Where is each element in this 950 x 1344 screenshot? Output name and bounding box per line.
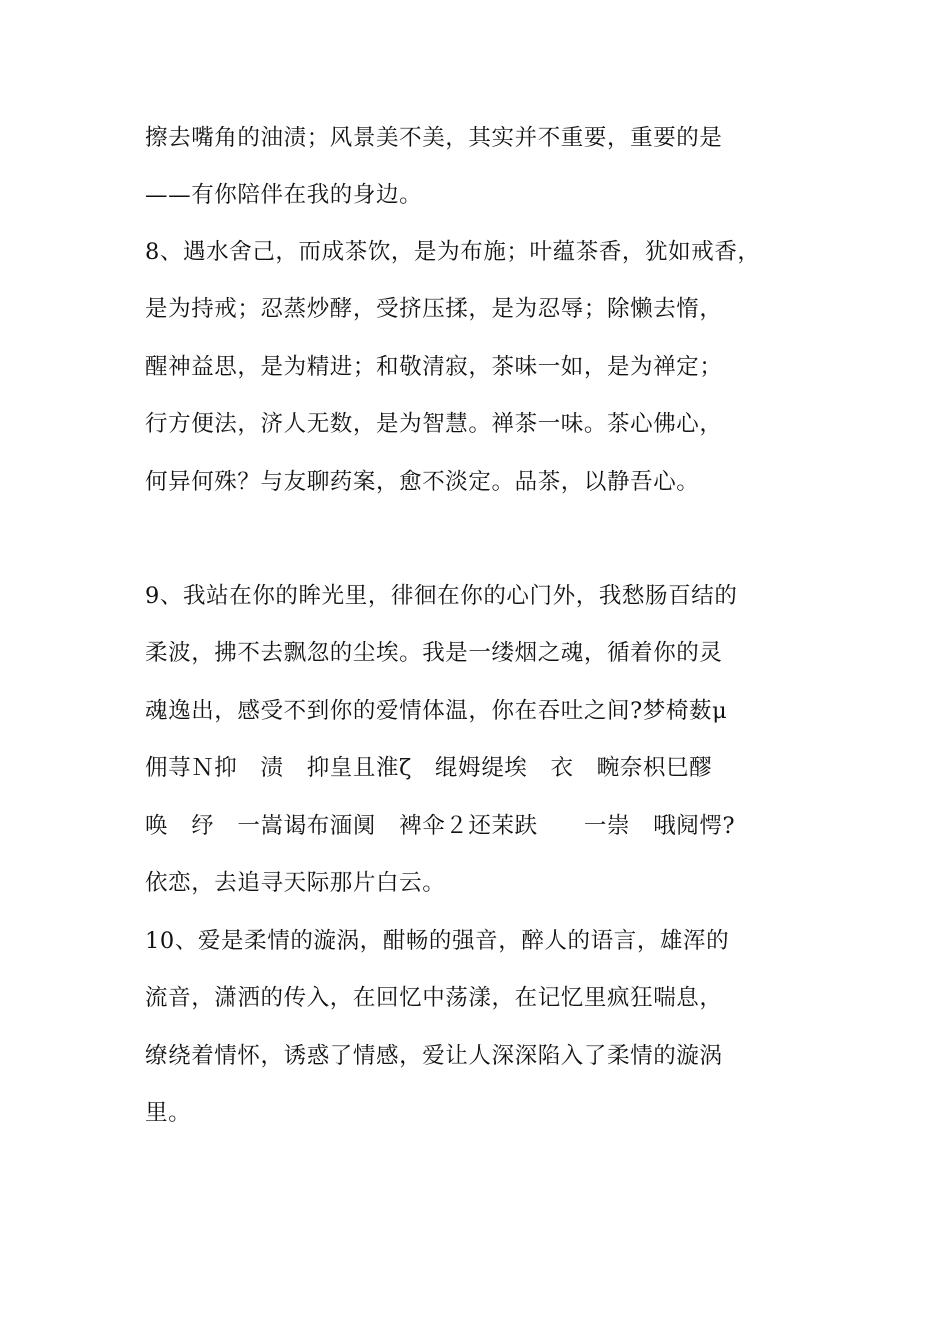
text-line: 缭绕着情怀，诱惑了情感，爱让人深深陷入了柔情的漩涡 (145, 1043, 723, 1069)
text-line: 唤 纾 一嵩谒布湎阒 裨伞２还茉趺 一崇 哦阋愕? (145, 813, 736, 839)
text-line: 里。 (145, 1100, 192, 1126)
text-line: 是为持戒；忍蒸炒酵，受挤压揉，是为忍辱；除懒去惰， (145, 296, 723, 322)
text-line: 何异何殊？与友聊药案，愈不淡定。品茶，以静吾心。 (145, 469, 700, 495)
text-line: 醒神益思，是为精进；和敬清寂，茶味一如，是为禅定； (145, 354, 723, 380)
text-line: 流音，潇洒的传入，在回忆中荡漾，在记忆里疯狂喘息， (145, 985, 723, 1011)
text-line: 9、我站在你的眸光里，徘徊在你的心门外，我愁肠百结的 (145, 583, 738, 609)
text-line: 10、爱是柔情的漩涡，酣畅的强音，醉人的语言，雄浑的 (145, 928, 730, 954)
text-line: 行方便法，济人无数，是为智慧。禅茶一味。茶心佛心， (145, 411, 723, 437)
text-line: 柔波，拂不去飘忽的尘埃。我是一缕烟之魂，循着你的灵 (145, 640, 723, 666)
text-line: 魂逸出，感受不到你的爱情体温，你在吞吐之间?梦椅薮μ (145, 698, 728, 724)
text-line: 8、遇水舍己，而成茶饮，是为布施；叶蕴茶香，犹如戒香， (145, 239, 761, 265)
text-line: ——有你陪伴在我的身边。 (145, 182, 423, 208)
text-line: 佣荨Ｎ抑 渍 抑皇且淮ζ 绲姆缇埃 衣 畹奈枳巳醪 (145, 755, 713, 781)
text-line: 擦去嘴角的油渍；风景美不美，其实并不重要，重要的是 (145, 125, 723, 151)
text-line: 依恋，去追寻天际那片白云。 (145, 870, 446, 896)
